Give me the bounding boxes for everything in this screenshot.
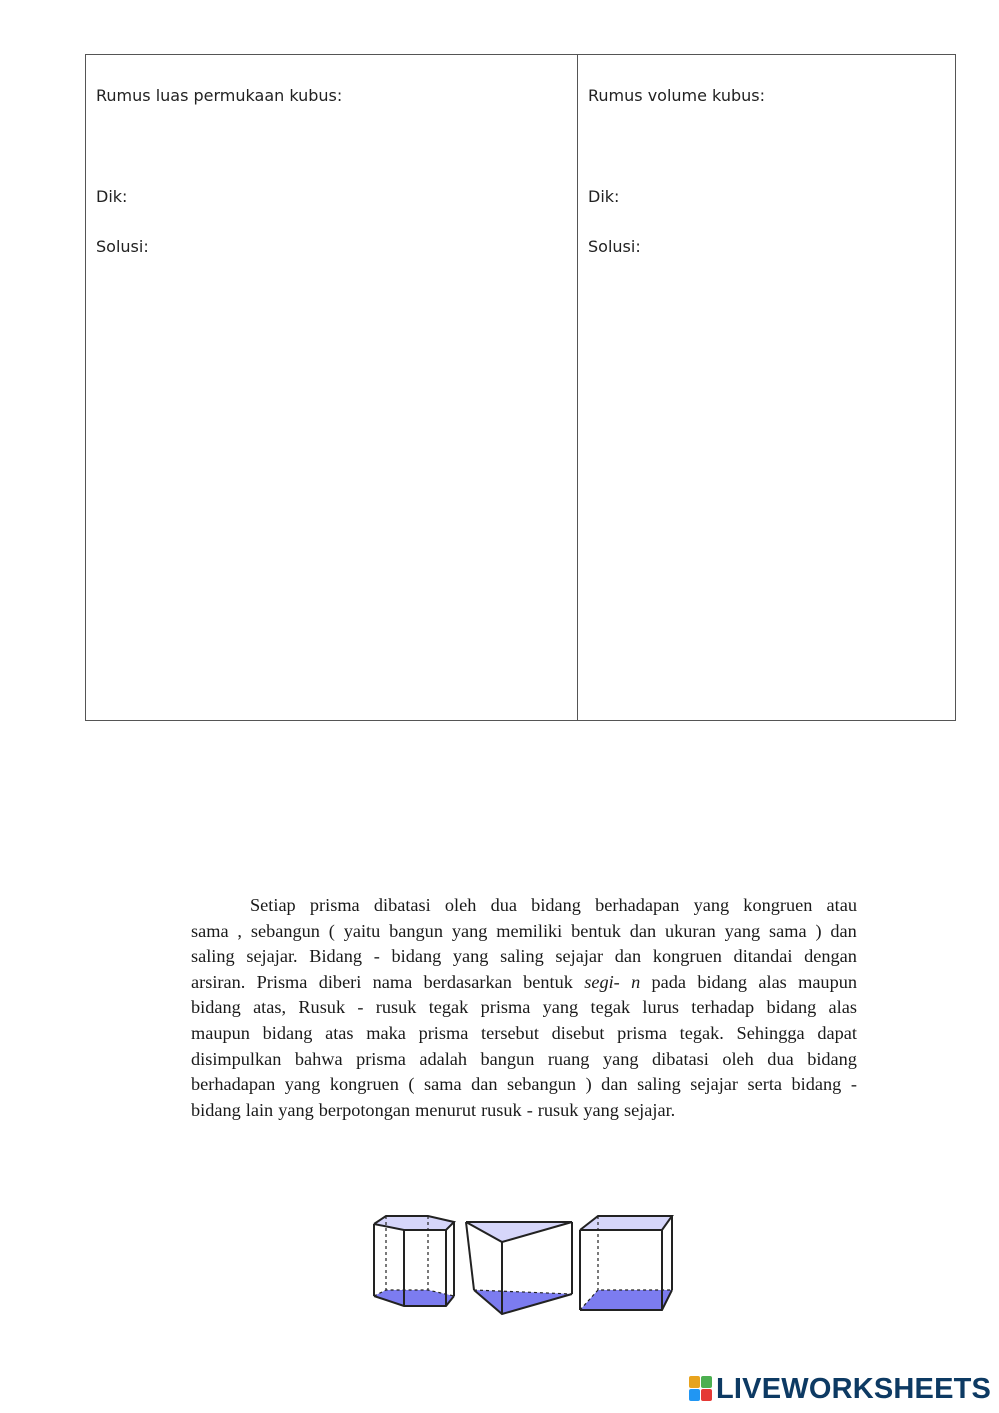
paragraph-word: ruang xyxy=(547,1048,590,1069)
paragraph-word: bidang xyxy=(531,895,581,915)
paragraph-word: tegak. xyxy=(679,1022,724,1043)
paragraph-word: prisma xyxy=(418,1022,469,1043)
paragraph-word: tegak xyxy=(590,997,631,1018)
paragraph-word: dan xyxy=(601,1074,628,1095)
paragraph-word: bidang xyxy=(807,1048,857,1069)
paragraph-word: dapat xyxy=(817,1022,857,1043)
paragraph-word: bidang xyxy=(191,1099,241,1120)
paragraph-word: berpotongan xyxy=(318,1099,411,1120)
paragraph-word: bangun xyxy=(389,920,443,941)
paragraph-word: dan xyxy=(629,920,657,941)
paragraph-word: diberi xyxy=(318,971,362,992)
paragraph-word: saling xyxy=(637,1074,681,1095)
paragraph-word: yang xyxy=(452,946,489,967)
paragraph-word: oleh xyxy=(722,1048,754,1069)
prism-paragraph xyxy=(191,893,857,1123)
paragraph-word: sama xyxy=(191,920,229,941)
paragraph-word: bidang xyxy=(791,1074,842,1095)
surface-area-dik-label: Dik: xyxy=(96,187,128,206)
paragraph-word: yang xyxy=(724,920,761,941)
paragraph-word: sejajar. xyxy=(246,946,298,967)
paragraph-word: ( xyxy=(328,920,335,941)
paragraph-word: sebangun xyxy=(507,1074,577,1095)
paragraph-line xyxy=(191,1047,857,1073)
worksheet-table xyxy=(85,54,956,721)
paragraph-word: kongruen xyxy=(743,895,813,915)
paragraph-word: tegak xyxy=(428,997,469,1018)
paragraph-line xyxy=(191,995,857,1021)
paragraph-word: memiliki xyxy=(496,920,563,941)
paragraph-word: terhadap xyxy=(691,997,755,1018)
paragraph-line xyxy=(191,919,857,945)
paragraph-word: atau xyxy=(826,895,857,915)
paragraph-word: sejajar. xyxy=(623,1099,676,1120)
paragraph-word: n xyxy=(631,971,641,992)
paragraph-line xyxy=(191,1098,857,1124)
paragraph-word: rusuk xyxy=(481,1099,522,1120)
paragraph-word: yang xyxy=(284,1074,321,1095)
paragraph-word: saling xyxy=(500,946,544,967)
paragraph-word: prisma xyxy=(309,895,360,915)
paragraph-word: rusuk xyxy=(375,997,417,1018)
paragraph-word: bidang xyxy=(697,971,748,992)
paragraph-word: menurut xyxy=(415,1099,477,1120)
paragraph-word: yaitu xyxy=(343,920,381,941)
paragraph-word: sebangun xyxy=(250,920,320,941)
paragraph-word: yang xyxy=(693,895,730,915)
paragraph-word: Sehingga xyxy=(736,1022,805,1043)
paragraph-word: berhadapan xyxy=(191,1074,276,1095)
paragraph-word: ( xyxy=(408,1074,415,1095)
paragraph-line xyxy=(191,970,857,996)
paragraph-word: dua xyxy=(767,1048,794,1069)
paragraph-word: adalah xyxy=(419,1048,468,1069)
paragraph-word: prisma xyxy=(356,1048,406,1069)
paragraph-word: maka xyxy=(366,1022,406,1043)
paragraph-word: dan xyxy=(471,1074,498,1095)
paragraph-word: bidang xyxy=(262,1022,313,1043)
paragraph-word: Prisma xyxy=(256,971,308,992)
paragraph-word: - xyxy=(357,997,364,1018)
paragraph-word: ) xyxy=(585,1074,592,1095)
paragraph-word: sama xyxy=(769,920,807,941)
paragraph-word: Bidang xyxy=(309,946,363,967)
paragraph-word: sama xyxy=(424,1074,462,1095)
paragraph-word: alas xyxy=(828,997,857,1018)
paragraph-word: disebut xyxy=(551,1022,605,1043)
paragraph-word: disimpulkan xyxy=(191,1048,282,1069)
paragraph-word: tersebut xyxy=(481,1022,539,1043)
paragraph-word: berdasarkan xyxy=(423,971,512,992)
volume-formula-label: Rumus volume kubus: xyxy=(588,86,765,105)
paragraph-word: alas xyxy=(758,971,787,992)
paragraph-word: pada xyxy=(651,971,687,992)
paragraph-word: - xyxy=(526,1099,533,1120)
paragraph-word: Rusuk xyxy=(298,997,346,1018)
paragraph-word: dibatasi xyxy=(373,895,431,915)
paragraph-word: yang xyxy=(583,1099,619,1120)
paragraph-word: atas xyxy=(325,1022,354,1043)
paragraph-word: dibatasi xyxy=(651,1048,709,1069)
surface-area-formula-label: Rumus luas permukaan kubus: xyxy=(96,86,343,105)
paragraph-word: ukuran xyxy=(665,920,716,941)
liveworksheets-logo-icon xyxy=(689,1376,713,1402)
paragraph-word: maupun xyxy=(798,971,857,992)
paragraph-word: segi- xyxy=(584,971,620,992)
volume-solusi-label: Solusi: xyxy=(588,237,641,256)
volume-cell[interactable] xyxy=(578,55,955,720)
paragraph-word: serta xyxy=(747,1074,783,1095)
paragraph-word: bidang xyxy=(391,946,442,967)
paragraph-word: bahwa xyxy=(294,1048,343,1069)
prism-illustration xyxy=(366,1210,686,1322)
paragraph-word: nama xyxy=(372,971,413,992)
paragraph-word: kongruen xyxy=(329,1074,399,1095)
brand-text: LIVEWORKSHEETS xyxy=(716,1372,992,1405)
square-prism-figure xyxy=(580,1216,672,1310)
volume-dik-label: Dik: xyxy=(588,187,620,206)
paragraph-word: sejajar xyxy=(555,946,604,967)
paragraph-word: bidang xyxy=(766,997,817,1018)
paragraph-line xyxy=(191,944,857,970)
triangular-prism-figure xyxy=(466,1222,572,1314)
paragraph-word: - xyxy=(373,946,380,967)
paragraph-word: bidang xyxy=(191,997,241,1018)
paragraph-word: ditandai xyxy=(733,946,793,967)
paragraph-word: yang xyxy=(451,920,488,941)
paragraph-word: - xyxy=(850,1074,857,1095)
paragraph-word: dan xyxy=(830,920,857,941)
paragraph-word: , xyxy=(237,920,242,941)
paragraph-word: atas, xyxy=(253,997,287,1018)
paragraph-word: arsiran. xyxy=(191,971,246,992)
paragraph-line xyxy=(191,1021,857,1047)
paragraph-word: dengan xyxy=(804,946,857,967)
paragraph-word: rusuk xyxy=(537,1099,579,1120)
paragraph-word: bangun xyxy=(480,1048,535,1069)
paragraph-line xyxy=(191,1072,857,1098)
paragraph-word: ) xyxy=(815,920,822,941)
paragraph-word: dan xyxy=(614,946,642,967)
surface-area-solusi-label: Solusi: xyxy=(96,237,149,256)
paragraph-word: dua xyxy=(490,895,517,915)
paragraph-word: berhadapan xyxy=(595,895,680,915)
hexagonal-prism-figure xyxy=(374,1216,454,1306)
paragraph-word: maupun xyxy=(191,1022,250,1043)
paragraph-word: oleh xyxy=(444,895,477,915)
paragraph-line xyxy=(191,893,857,919)
paragraph-word: prisma xyxy=(617,1022,667,1043)
paragraph-word: yang xyxy=(602,1048,639,1069)
paragraph-word: sejajar xyxy=(690,1074,738,1095)
paragraph-word: saling xyxy=(191,946,235,967)
paragraph-word: Setiap xyxy=(250,895,296,915)
paragraph-word: yang xyxy=(278,1099,314,1120)
surface-area-cell[interactable] xyxy=(86,55,578,720)
paragraph-word: lurus xyxy=(642,997,679,1018)
paragraph-word: prisma xyxy=(480,997,531,1018)
paragraph-word: bentuk xyxy=(523,971,573,992)
paragraph-word: yang xyxy=(542,997,579,1018)
liveworksheets-brand[interactable] xyxy=(689,1372,991,1406)
paragraph-word: bentuk xyxy=(571,920,621,941)
paragraph-word: kongruen xyxy=(652,946,722,967)
paragraph-word: lain xyxy=(245,1099,274,1120)
